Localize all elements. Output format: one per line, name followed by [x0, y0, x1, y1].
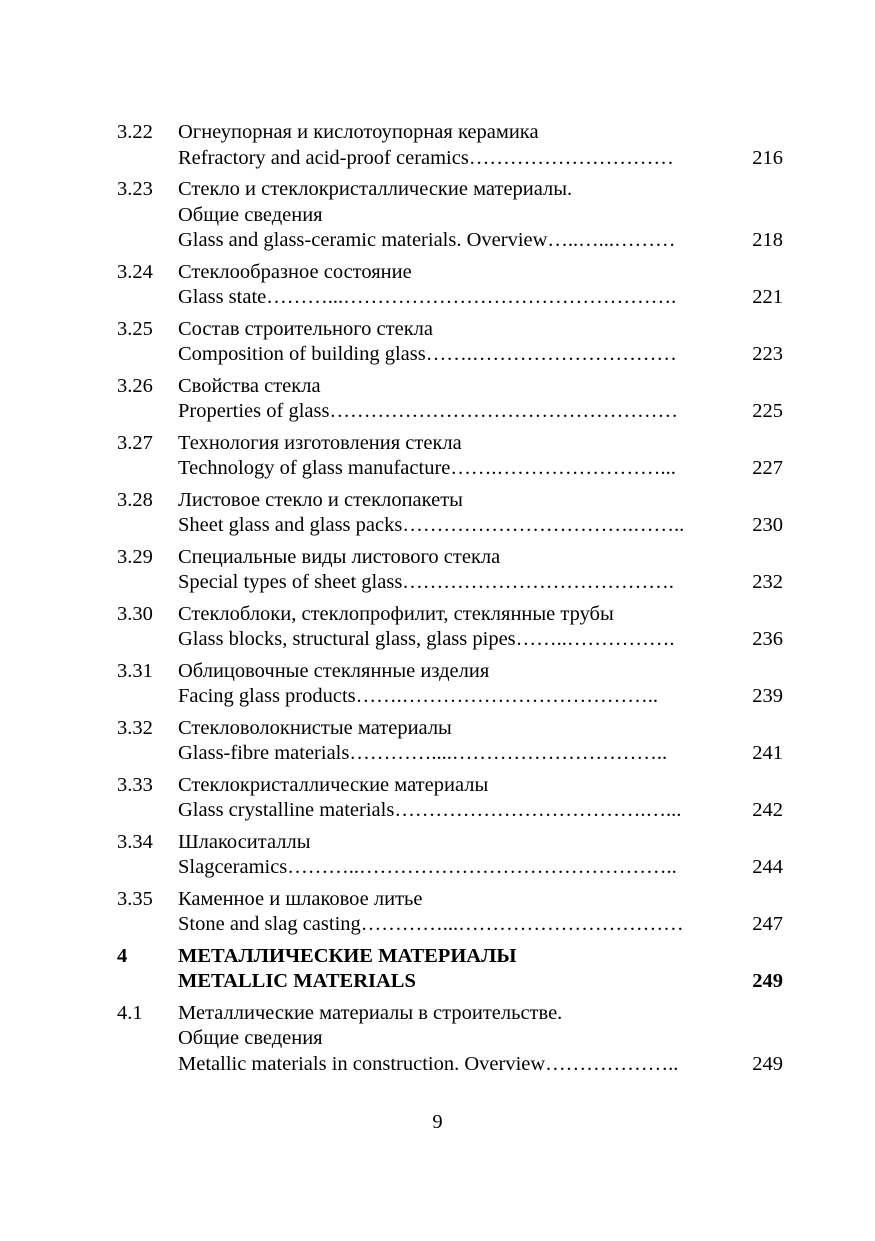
toc-entry-title-text: Special types of sheet glass………………………………….	[178, 571, 674, 593]
toc-entry-title-line	[178, 146, 797, 172]
toc-entry-title-text: Свойства стекла	[178, 374, 321, 397]
toc-entry-title-line	[178, 177, 797, 203]
toc-entry	[117, 773, 797, 824]
toc-entry	[117, 944, 797, 995]
toc-entry-page: 216	[752, 146, 783, 169]
toc-entry	[117, 1001, 797, 1078]
toc-entry	[117, 716, 797, 767]
toc-entry-title-text: МЕТАЛЛИЧЕСКИЕ МАТЕРИАЛЫ	[178, 944, 517, 967]
toc-entry-number: 3.35	[117, 887, 153, 910]
toc-entry-title-text: Листовое стекло и стеклопакеты	[178, 488, 463, 511]
toc-entry-title-line	[178, 627, 797, 653]
toc-entry-page: 244	[752, 856, 783, 878]
toc-entry-title-line	[178, 798, 797, 824]
toc-entry-number: 3.32	[117, 716, 153, 739]
toc-entry-title-text: Металлические материалы в строительстве.	[178, 1001, 563, 1024]
toc-entry-title-text: Специальные виды листового стекла	[178, 545, 501, 568]
toc-entry-title-text: Шлакоситаллы	[178, 830, 311, 853]
toc-entry-number: 3.34	[117, 830, 153, 853]
toc-entry-title-text: Glass and glass-ceramic materials. Overview…..…...………	[178, 229, 676, 251]
toc-entry-title-text: Technology of glass manufacture…….……………………...	[178, 457, 676, 479]
toc-entry-page: 249	[752, 1052, 783, 1075]
toc-entry-title-text: Общие сведения	[178, 203, 323, 226]
toc-entry-title-line	[178, 602, 797, 628]
toc-entry-title-line	[178, 228, 797, 254]
toc-entry-title-text: Огнеупорная и кислотоупорная керамика	[178, 121, 539, 143]
toc-entry-title-line	[178, 456, 797, 482]
toc-entry-title-text: Properties of glass……………………………………………	[178, 400, 678, 422]
toc-entry-title-text: Стекловолокнистые материалы	[178, 716, 452, 739]
toc-entry-title-line	[178, 399, 797, 425]
toc-entry-title-text: Технология изготовления стекла	[178, 431, 462, 454]
toc-entry-title-line	[178, 431, 797, 457]
toc-entry	[117, 260, 797, 311]
toc-entry-page: 236	[752, 628, 783, 650]
toc-entry-title-line	[178, 684, 797, 710]
toc-entry-page: 221	[752, 286, 783, 308]
toc-entry-title-line	[178, 285, 797, 311]
toc-entry	[117, 887, 797, 938]
toc-entry-title-text: Стеклоблоки, стеклопрофилит, стеклянные трубы	[178, 602, 614, 625]
toc-entry-title-text: Glass state………...………………………………………….	[178, 286, 677, 308]
toc-entry-page: 242	[752, 799, 783, 821]
table-of-contents	[117, 120, 797, 1083]
toc-entry	[117, 830, 797, 881]
toc-entry-number: 3.22	[117, 121, 153, 143]
toc-entry-title-line	[178, 1052, 797, 1078]
toc-entry-title-line	[178, 912, 797, 938]
toc-entry-title-text: Glass blocks, structural glass, glass pipes……..…………….	[178, 628, 675, 650]
toc-entry-title-line	[178, 203, 797, 229]
toc-entry-title-line	[178, 659, 797, 685]
toc-entry-title-text: Metallic materials in construction. Overview………………..	[178, 1052, 679, 1075]
toc-entry-number: 3.33	[117, 773, 153, 796]
toc-entry-title-line	[178, 887, 797, 913]
toc-entry-title-line	[178, 374, 797, 400]
toc-entry	[117, 659, 797, 710]
toc-entry-page: 247	[752, 913, 783, 935]
toc-entry-title-line	[178, 741, 797, 767]
toc-entry-number: 3.29	[117, 545, 153, 568]
toc-entry-title-line	[178, 716, 797, 742]
toc-entry-title-line	[178, 773, 797, 799]
toc-entry-page: 225	[752, 400, 783, 422]
toc-entry-number: 4	[117, 944, 128, 967]
toc-entry-title-text: Общие сведения	[178, 1027, 323, 1049]
toc-entry-title-text: METALLIC MATERIALS	[178, 970, 416, 992]
toc-entry-title-line	[178, 545, 797, 571]
toc-entry-page: 230	[752, 514, 783, 536]
toc-entry-title-line	[178, 570, 797, 596]
toc-entry	[117, 120, 797, 171]
toc-entry	[117, 488, 797, 539]
toc-entry-number: 3.26	[117, 374, 153, 397]
toc-entry-page: 223	[752, 343, 783, 365]
toc-entry-title-text: Стеклокристаллические материалы	[178, 773, 489, 796]
toc-entry-title-text: Stone and slag casting…………...……………………………	[178, 913, 684, 935]
toc-entry-title-line	[178, 488, 797, 514]
toc-entry-title-line	[178, 855, 797, 881]
toc-entry	[117, 545, 797, 596]
toc-entry-title-line	[178, 1001, 797, 1027]
toc-entry-title-line	[178, 830, 797, 856]
toc-entry	[117, 177, 797, 254]
toc-entry-title-text: Slagceramics………..………………………………………..	[178, 856, 677, 878]
toc-entry-page: 232	[752, 571, 783, 593]
toc-entry-number: 3.23	[117, 178, 153, 200]
toc-entry-page: 218	[752, 229, 783, 251]
toc-entry-title-text: Refractory and acid-proof ceramics…………………………	[178, 146, 674, 169]
toc-entry-title-text: Каменное и шлаковое литье	[178, 887, 423, 910]
toc-entry	[117, 602, 797, 653]
toc-entry-title-text: Facing glass products…….………………………………..	[178, 685, 659, 707]
toc-entry-title-line	[178, 944, 797, 970]
toc-entry-title-line	[178, 513, 797, 539]
toc-entry-title-line	[178, 969, 797, 995]
toc-entry-number: 4.1	[117, 1001, 143, 1024]
toc-entry	[117, 431, 797, 482]
toc-entry-title-text: Glass crystalline materials……………………………….…...	[178, 799, 682, 821]
toc-entry-title-text: Стеклообразное состояние	[178, 260, 412, 283]
toc-entry-title-text: Composition of building glass…….…………………………	[178, 343, 677, 365]
toc-entry-number: 3.25	[117, 317, 153, 340]
toc-entry-number: 3.24	[117, 260, 153, 283]
toc-entry-number: 3.28	[117, 488, 153, 511]
toc-entry-title-text: Sheet glass and glass packs…………………………….……..	[178, 514, 685, 536]
toc-entry-title-line	[178, 120, 797, 146]
toc-entry	[117, 317, 797, 368]
toc-entry-number: 3.30	[117, 602, 153, 625]
toc-entry-page: 227	[752, 457, 783, 479]
toc-entry-title-text: Состав строительного стекла	[178, 317, 433, 340]
toc-entry-title-line	[178, 260, 797, 286]
toc-entry-title-line	[178, 1026, 797, 1052]
toc-entry-number: 3.27	[117, 431, 153, 454]
toc-entry-page: 239	[752, 685, 783, 707]
toc-entry-page: 249	[752, 970, 783, 992]
toc-entry-title-line	[178, 317, 797, 343]
toc-entry-title-text: Glass-fibre materials…………....…………………………..	[178, 742, 668, 764]
toc-entry-page: 241	[752, 742, 783, 764]
page-number: 9	[432, 1111, 443, 1133]
toc-entry-title-text: Облицовочные стеклянные изделия	[178, 659, 490, 682]
toc-entry-title-text: Стекло и стеклокристаллические материалы.	[178, 178, 573, 200]
toc-entry	[117, 374, 797, 425]
toc-entry-number: 3.31	[117, 659, 153, 682]
toc-entry-title-line	[178, 342, 797, 368]
